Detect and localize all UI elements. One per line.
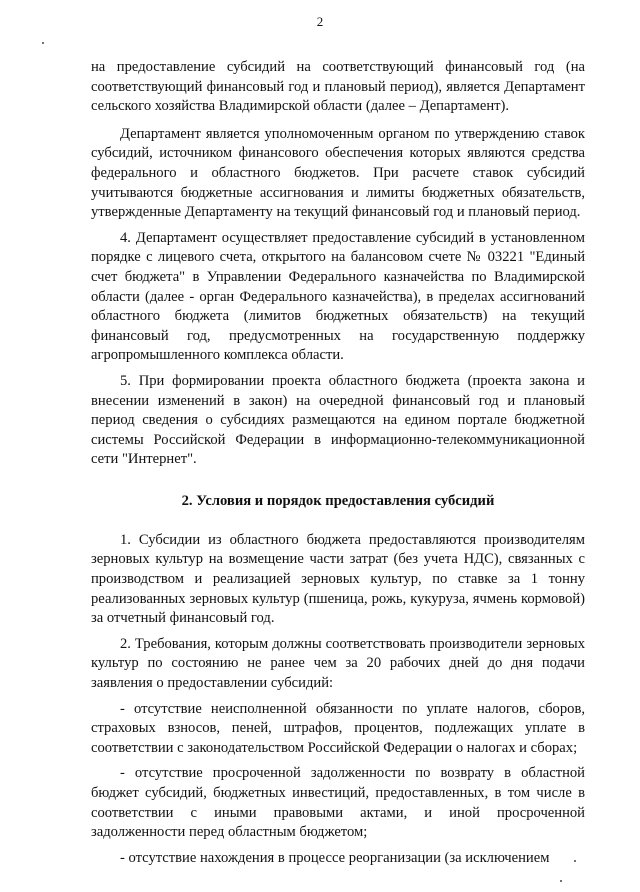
section-heading: 2. Условия и порядок предоставления субсидий: [181, 492, 495, 509]
scan-speck: [42, 42, 44, 44]
list-item: - отсутствие неисполненной обязанности по уплате налогов, сборов, страховых взносов, пеней, штрафов, процентов, подлежащих уплате в соответствии с законодательством Российской Федерации о налогах и сборах;: [91, 700, 585, 756]
paragraph: на предоставление субсидий на соответствующий финансовый год (на соответствующий финансовый год и плановый период), является Департамент сельского хозяйства Владимирской области (далее – Департамент).: [91, 59, 585, 115]
list-item: - отсутствие нахождения в процессе реорганизации (за исключением: [120, 849, 550, 866]
document-body: [91, 58, 585, 868]
paragraph: 2. Требования, которым должны соответствовать производители зерновых культур по состоянию не ранее чем за 20 рабочих дней до дня подачи заявления о предоставлении субсидий:: [91, 635, 585, 692]
scan-speck: [560, 880, 562, 882]
paragraph: 5. При формировании проекта областного бюджета (проекта закона и внесении изменений в закон) на очередной финансовый год и плановый период сведения о субсидиях размещаются на едином портале бюджетной системы Российской Федерации в информационно-телекоммуникационной сети "Интернет".: [91, 372, 585, 468]
list-item: - отсутствие просроченной задолженности по возврату в областной бюджет субсидий, бюджетных инвестиций, предоставленных, в том числе в соответствии с иными правовыми актами, и иной просроченной задолженности перед областным бюджетом;: [91, 765, 585, 841]
paragraph: Департамент является уполномоченным органом по утверждению ставок субсидий, источником финансового обеспечения которых являются средства федерального и областного бюджетов. При расчете ставок субсидий учитываются бюджетные ассигнования и лимиты бюджетных обязательств, утвержденные Департаменту на текущий финансовый год и плановый период.: [91, 125, 585, 221]
paragraph: 4. Департамент осуществляет предоставление субсидий в установленном порядке с лицевого счета, открытого на балансовом счете № 03221 "Единый счет бюджета" в Управлении Федерального казначейства по Владимирской области (далее - орган Федерального казначейства), в пределах ассигнований областного бюджета (лимитов бюджетных обязательств) на текущий финансовый год, предусмотренных на государственную поддержку агропромышленного комплекса области.: [91, 229, 585, 364]
page-number: 2: [316, 14, 324, 29]
paragraph: 1. Субсидии из областного бюджета предоставляются производителям зерновых культур на возмещение части затрат (без учета НДС), связанных с производством и реализацией зерновых культур, по ставке за 1 тонну реализованных зерновых культур (пшеница, рожь, кукуруза, ячмень кормовой) за отчетный финансовый год.: [91, 531, 585, 627]
